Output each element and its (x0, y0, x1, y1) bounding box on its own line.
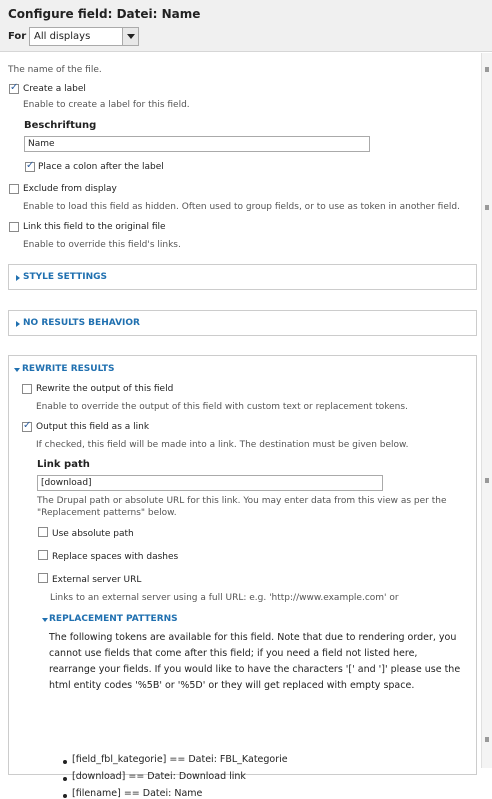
for-label: For (8, 31, 27, 42)
bullet-icon (63, 777, 67, 781)
create-label-label: Create a label (23, 84, 86, 94)
beschriftung-input-value: Name (28, 139, 55, 149)
colon-label: Place a colon after the label (38, 162, 164, 172)
exclude-description: Enable to load this field as hidden. Often used to group fields, or to use as token in another field. (23, 202, 460, 212)
replacement-line: html entity codes '%5B' or '%5D' or they will get replaced with empty space. (49, 680, 415, 691)
replace-spaces-label: Replace spaces with dashes (52, 552, 179, 562)
scroll-marker (485, 478, 489, 483)
replacement-line: cannot use fields that come after this field; if you need a field not listed here, (49, 648, 418, 659)
link-path-input-value: [download] (41, 478, 92, 488)
collapse-arrow-icon (16, 275, 20, 281)
rewrite-results-fieldset (8, 355, 477, 799)
beschriftung-label: Beschriftung (24, 120, 97, 131)
expand-arrow-icon (14, 368, 20, 372)
link-original-label: Link this field to the original file (23, 222, 166, 232)
replacement-line: The following tokens are available for this field. Note that due to rendering order, you (49, 632, 457, 643)
style-settings-fieldset[interactable] (8, 264, 477, 290)
dialog-header (0, 0, 492, 52)
colon-checkbox[interactable] (25, 162, 35, 172)
replace-spaces-checkbox[interactable] (38, 550, 48, 560)
rewrite-output-checkbox[interactable] (22, 384, 32, 394)
collapse-arrow-icon (16, 321, 20, 327)
style-settings-legend[interactable]: STYLE SETTINGS (23, 272, 108, 282)
scroll-marker (485, 67, 489, 72)
external-url-description: Links to an external server using a full URL: e.g. 'http://www.example.com' or (50, 593, 399, 603)
field-description: The name of the file. (8, 65, 102, 75)
link-path-label: Link path (37, 459, 90, 470)
scroll-marker (485, 737, 489, 742)
replacement-patterns-legend[interactable]: REPLACEMENT PATTERNS (49, 614, 178, 624)
rewrite-output-description: Enable to override the output of this field with custom text or replacement tokens. (36, 402, 408, 412)
token-item: [download] == Datei: Download link (72, 771, 246, 782)
beschriftung-input[interactable] (24, 136, 370, 152)
link-original-checkbox[interactable] (9, 222, 19, 232)
token-item: [filename] == Datei: Name (72, 788, 203, 799)
absolute-path-checkbox[interactable] (38, 527, 48, 537)
field-settings-form (0, 53, 480, 799)
exclude-checkbox[interactable] (9, 184, 19, 194)
output-link-checkbox[interactable] (22, 422, 32, 432)
bullet-icon (63, 760, 67, 764)
dialog-title: Configure field: Datei: Name (8, 7, 201, 21)
replacement-patterns-text (49, 630, 479, 694)
external-url-checkbox[interactable] (38, 573, 48, 583)
create-label-checkbox[interactable] (9, 84, 19, 94)
external-url-label: External server URL (52, 575, 142, 585)
no-results-fieldset[interactable] (8, 310, 477, 336)
link-path-description-2: "Replacement patterns" below. (37, 508, 177, 518)
scroll-marker (485, 205, 489, 210)
expand-arrow-icon (42, 618, 48, 622)
output-link-label: Output this field as a link (36, 422, 150, 432)
link-path-input[interactable] (37, 475, 383, 491)
bullet-icon (63, 794, 67, 798)
chevron-down-icon[interactable] (122, 28, 138, 45)
rewrite-output-label: Rewrite the output of this field (36, 384, 174, 394)
link-original-description: Enable to override this field's links. (23, 240, 181, 250)
link-path-description-1: The Drupal path or absolute URL for this link. You may enter data from this view as per the (37, 496, 447, 506)
token-item: [field_fbl_kategorie] == Datei: FBL_Kategorie (72, 754, 288, 765)
replacement-line: rearrange your fields. If you would like to have the characters '[' and ']' please use the (49, 664, 461, 675)
exclude-label: Exclude from display (23, 184, 117, 194)
no-results-legend[interactable]: NO RESULTS BEHAVIOR (23, 318, 140, 328)
create-label-description: Enable to create a label for this field. (23, 100, 190, 110)
scrollbar[interactable] (481, 53, 492, 768)
output-link-description: If checked, this field will be made into a link. The destination must be given below. (36, 440, 409, 450)
display-select-value: All displays (34, 31, 91, 42)
rewrite-results-legend[interactable]: REWRITE RESULTS (22, 364, 115, 374)
display-select[interactable] (29, 27, 139, 46)
absolute-path-label: Use absolute path (52, 529, 134, 539)
